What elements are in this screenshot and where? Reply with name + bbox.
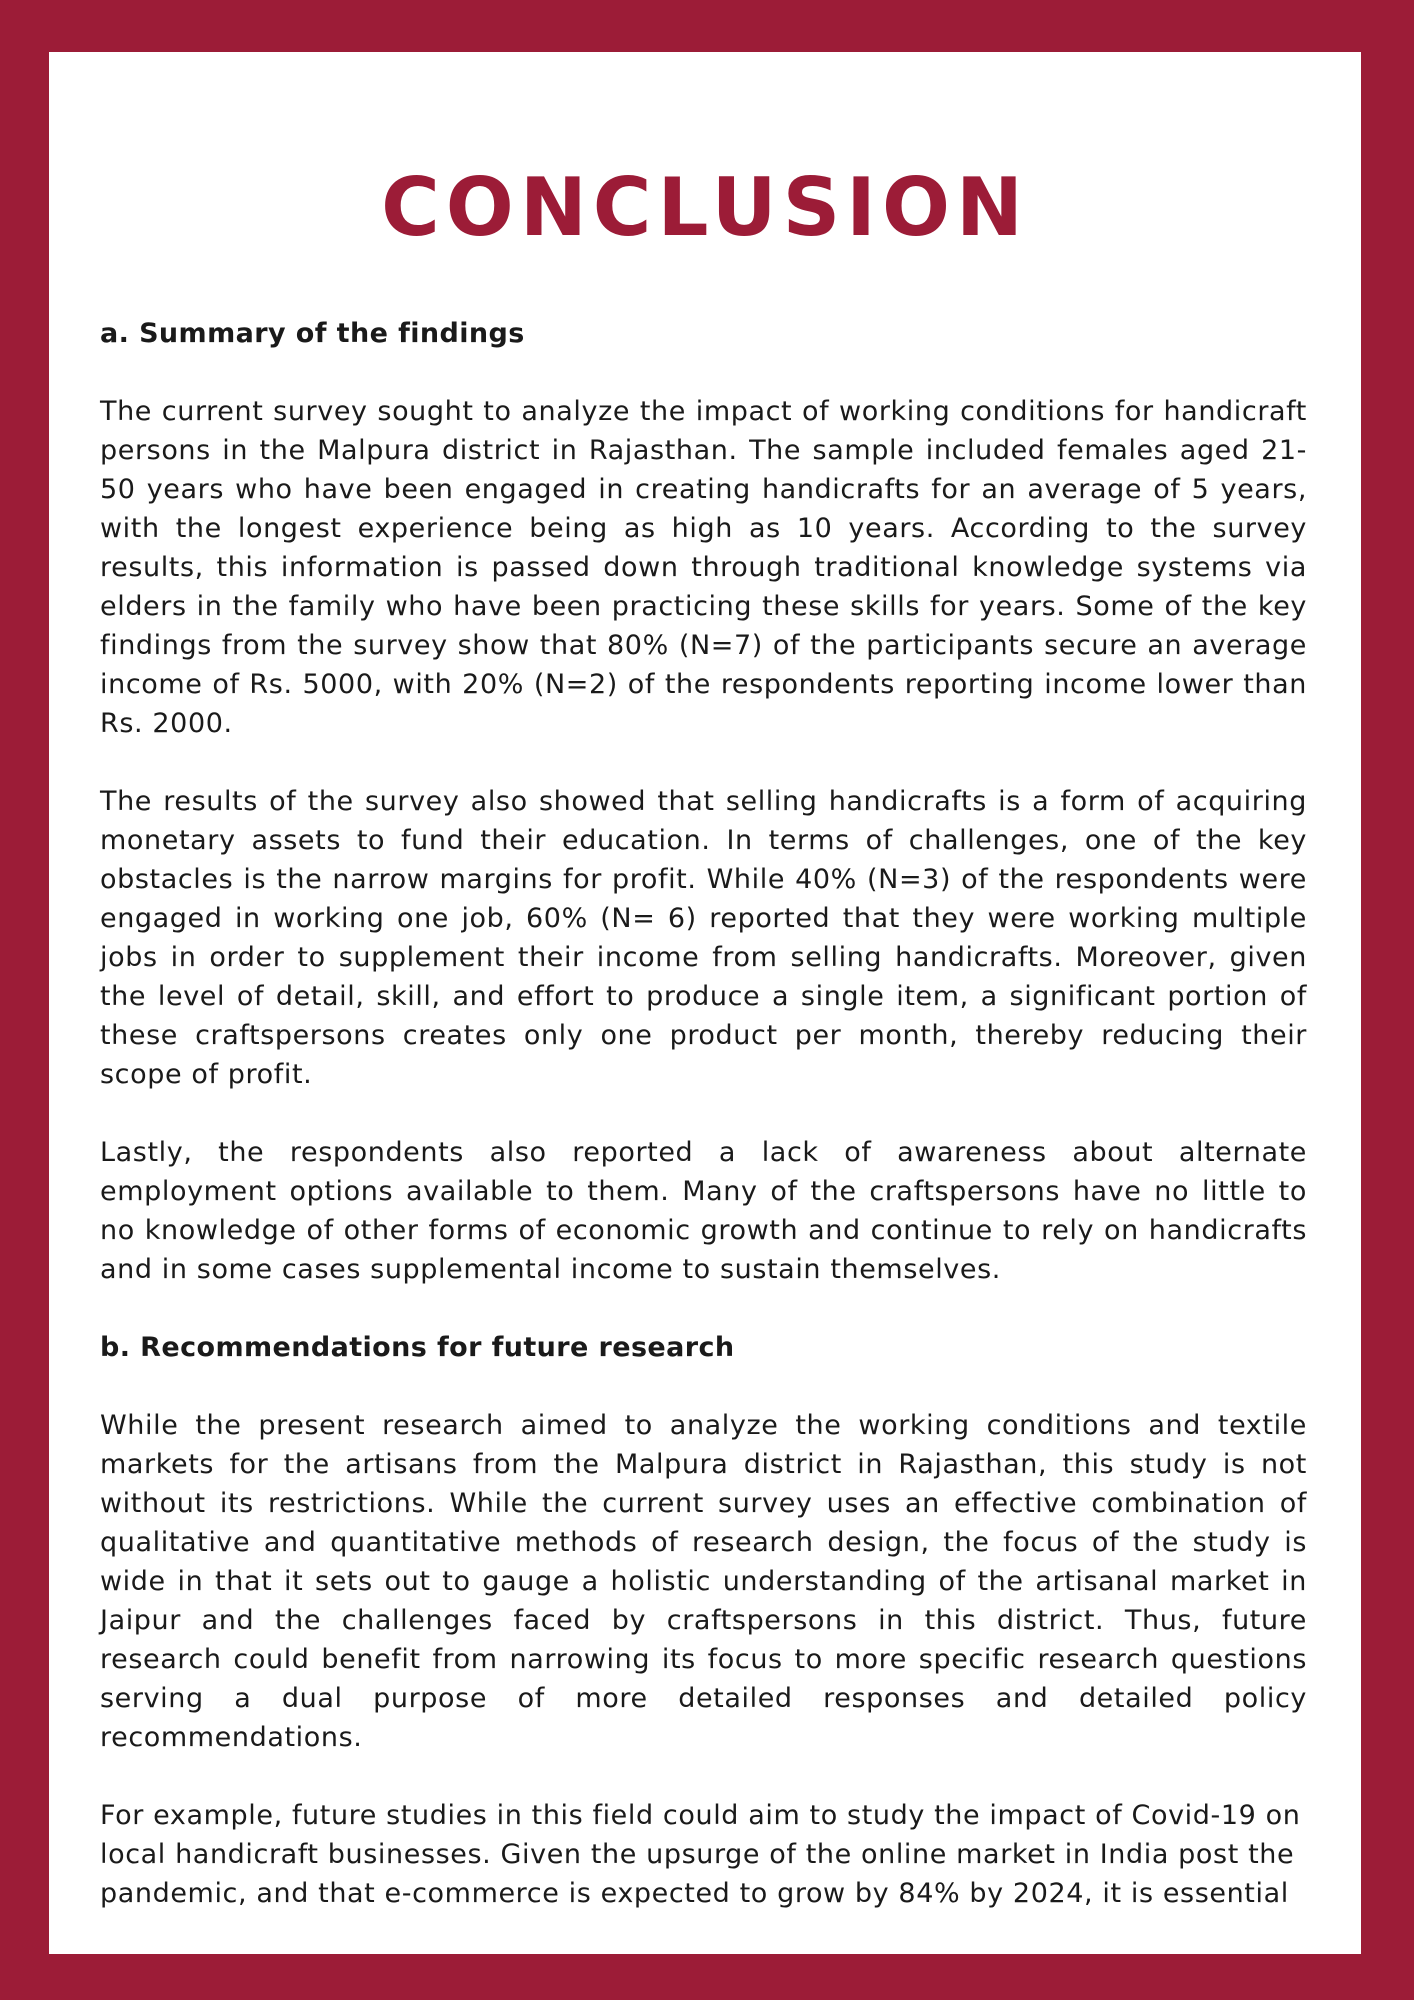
document-page [49, 52, 1361, 1954]
page-title: CONCLUSION [381, 161, 1029, 254]
section-b-heading: b. Recommendations for future research [100, 1332, 735, 1363]
document-body [100, 314, 1307, 1952]
section-a-heading: a. Summary of the findings [100, 318, 525, 349]
section-a-paragraph-2: The results of the survey also showed that selling handicrafts is a form of acquiring monetary assets to fund their education. In terms of challenges, one of the key obstacles is the narrow margins for profit. While 40% (N=3) of the respondents were engaged in working one job, 60% (N= 6) reported that they were working multiple jobs in order to supplement their income from selling handicrafts. Moreover, given the level of detail, skill, and effort to produce a single item, a significant portion of these craftspersons creates only one product per month, thereby reducing their scope of profit. [100, 786, 1307, 1090]
section-a-paragraph-1: The current survey sought to analyze the impact of working conditions for handicraft persons in the Malpura district in Rajasthan. The sample included females aged 21-50 years who have been engaged in creating handicrafts for an average of 5 years, with the longest experience being as high as 10 years. According to the survey results, this information is passed down through traditional knowledge systems via elders in the family who have been practicing these skills for years. Some of the key findings from the survey show that 80% (N=7) of the participants secure an average income of Rs. 5000, with 20% (N=2) of the respondents reporting income lower than Rs. 2000. [100, 396, 1307, 739]
section-b-paragraph-1: While the present research aimed to analyze the working conditions and textile markets for the artisans from the Malpura district in Rajasthan, this study is not without its restrictions. While the current survey uses an effective combination of qualitative and quantitative methods of research design, the focus of the study is wide in that it sets out to gauge a holistic understanding of the artisanal market in Jaipur and the challenges faced by craftspersons in this district. Thus, future research could benefit from narrowing its focus to more specific research questions serving a dual purpose of more detailed responses and detailed policy recommendations. [100, 1410, 1307, 1753]
section-b-paragraph-2: For example, future studies in this field could aim to study the impact of Covid-19 on local handicraft businesses. Given the upsurge of the online market in India post the pandemic, and that e-commerce is expected to grow by 84% by 2024, it is essential [100, 1800, 1301, 1909]
section-a-paragraph-3: Lastly, the respondents also reported a lack of awareness about alternate employment options available to them. Many of the craftspersons have no little to no knowledge of other forms of economic growth and continue to rely on handicrafts and in some cases supplemental income to sustain themselves. [100, 1137, 1307, 1285]
